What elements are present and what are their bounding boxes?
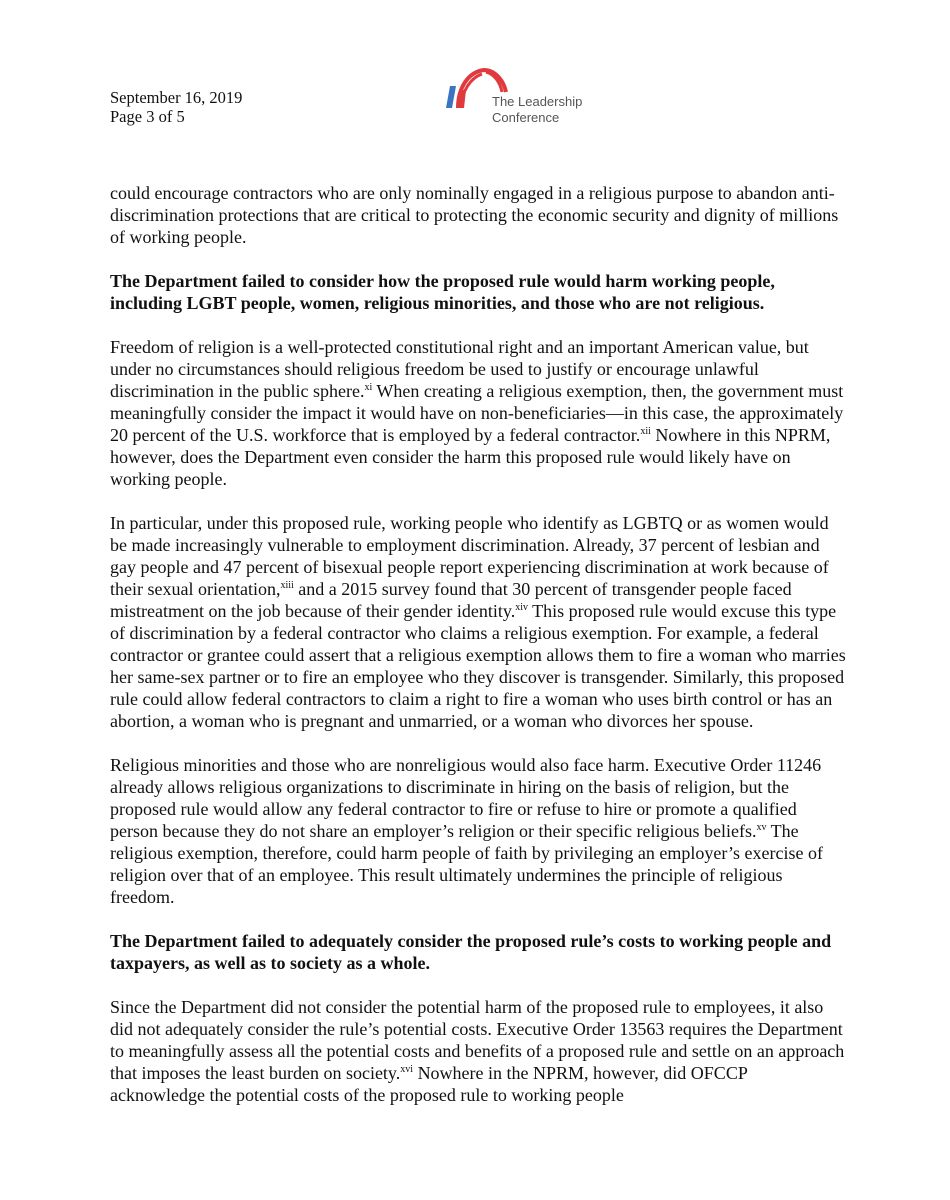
footnote-reference: xiii: [280, 580, 294, 591]
paragraph-text: Nowhere in the NPRM, however, did OFCCP acknowledge the potential costs of the proposed rule to working people: [110, 1063, 748, 1105]
paragraph-text: and a 2015 survey found that 30 percent of transgender people faced mistreatment on the job because of their gender identity.: [110, 579, 792, 621]
body-paragraph: [110, 336, 846, 490]
section-heading: [110, 930, 846, 974]
paragraph-text: This proposed rule would excuse this type of discrimination by a federal contractor who claims a religious exemption. For example, a federal contractor or grantee could assert that a religious exemption allows them to fire a woman who marries her same-sex partner or to fire an employee who they discover is transgender. Similarly, this proposed rule could allow federal contractors to claim a right to fire a woman who uses birth control or has an abortion, a woman who is pregnant and unmarried, or a woman who divorces her spouse.: [110, 601, 846, 731]
paragraph-text: When creating a religious exemption, then, the government must meaningfully consider the impact it would have on non-beneficiaries—in this case, the approximately 20 percent of the U.S. workforce that is employed by a federal contractor.: [110, 381, 844, 445]
paragraph-text: In particular, under this proposed rule, working people who identify as LGBTQ or as women would be made increasingly vulnerable to employment discrimination. Already, 37 percent of lesbian and gay people and 47 percent of bisexual people report experiencing discrimination at work because of their sexual orientation,: [110, 513, 829, 599]
paragraph-text: could encourage contractors who are only nominally engaged in a religious purpose to abandon anti-discrimination protections that are critical to protecting the economic security and dignity of millions of working people.: [110, 183, 839, 247]
body-paragraph: [110, 754, 846, 908]
paragraph-text: The Department failed to consider how the proposed rule would harm working people, including LGBT people, women, religious minorities, and those who are not religious.: [110, 271, 775, 313]
logo-line-2: Conference: [492, 110, 560, 125]
paragraph-text: Freedom of religion is a well-protected constitutional right and an important American value, but under no circumstances should religious freedom be used to justify or encourage unlawful discrimination in the public sphere.: [110, 337, 809, 401]
paragraph-text: Nowhere in this NPRM, however, does the Department even consider the harm this proposed rule would likely have on working people.: [110, 425, 831, 489]
page-number: Page 3 of 5: [110, 107, 185, 126]
footnote-reference: xvi: [400, 1064, 414, 1075]
footnote-reference: xv: [756, 822, 767, 833]
section-heading: [110, 270, 846, 314]
leadership-conference-logo: [440, 64, 600, 130]
paragraph-text: Since the Department did not consider the potential harm of the proposed rule to employees, it also did not adequately consider the rule’s potential costs. Executive Order 13563 requires the Department to meaningfully assess all the potential costs and benefits of a proposed rule and settle on an approach that imposes the least burden on society.: [110, 997, 845, 1083]
letter-body: [110, 182, 846, 1128]
paragraph-text: The Department failed to adequately consider the proposed rule’s costs to working people and taxpayers, as well as to society as a whole.: [110, 931, 832, 973]
paragraph-text: Religious minorities and those who are nonreligious would also face harm. Executive Order 11246 already allows religious organizations to discriminate in hiring on the basis of religion, but the proposed rule would allow any federal contractor to fire or refuse to hire or promote a qualified person because they do not share an employer’s religion or their specific religious beliefs.: [110, 755, 822, 841]
letter-date: September 16, 2019: [110, 88, 243, 107]
footnote-reference: xi: [364, 382, 373, 393]
body-paragraph: [110, 512, 846, 732]
body-paragraph: [110, 996, 846, 1106]
body-paragraph: [110, 182, 846, 248]
footnote-reference: xiv: [515, 602, 528, 613]
footnote-reference: xii: [640, 426, 651, 437]
letter-header: [110, 88, 242, 126]
paragraph-text: The religious exemption, therefore, could harm people of faith by privileging an employer’s exercise of religion over that of an employee. This result ultimately undermines the principle of religious freedom.: [110, 821, 823, 907]
logo-line-1: The Leadership: [492, 94, 583, 109]
